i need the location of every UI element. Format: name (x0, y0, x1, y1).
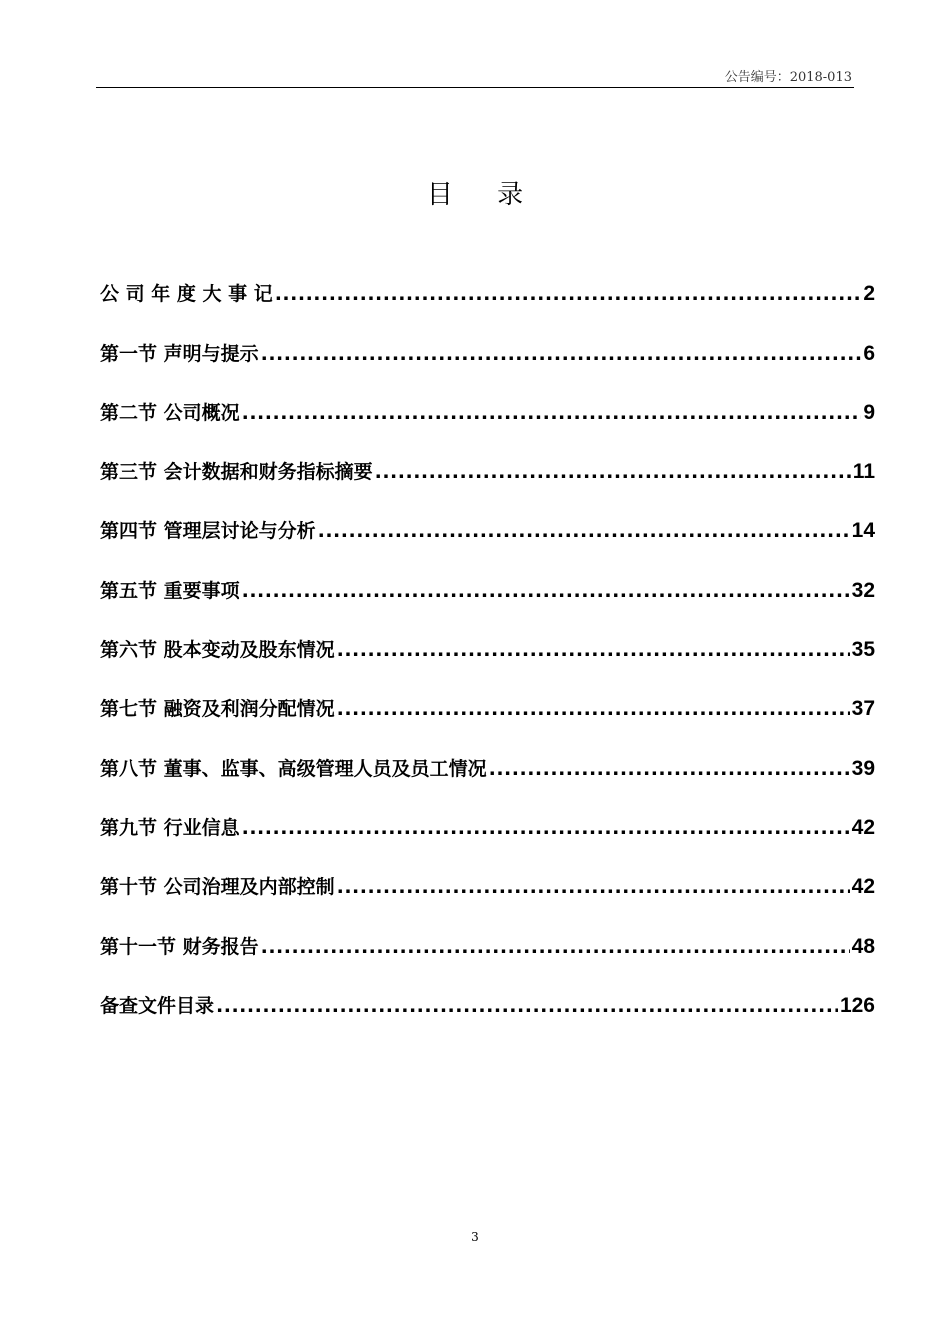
toc-list (100, 272, 875, 1043)
toc-entry-page: 126 (839, 993, 875, 1017)
toc-entry-label: 第三节 会计数据和财务指标摘要 (100, 461, 373, 484)
toc-entry-page: 39 (851, 756, 875, 780)
toc-entry-label: 第十节 公司治理及内部控制 (100, 876, 335, 899)
toc-entry-page: 37 (851, 697, 875, 721)
toc-dot-leader (242, 580, 850, 602)
toc-dot-leader (489, 758, 850, 780)
header-divider (96, 87, 854, 88)
toc-entry-section-1[interactable] (100, 331, 875, 390)
toc-dot-leader (216, 995, 838, 1017)
toc-entry-page: 35 (851, 638, 875, 662)
toc-entry-section-7[interactable] (100, 687, 875, 746)
toc-entry-label: 第八节 董事、监事、高级管理人员及员工情况 (100, 757, 487, 780)
toc-dot-leader (261, 936, 850, 958)
toc-entry-annual-events[interactable] (100, 272, 875, 331)
toc-entry-section-11[interactable] (100, 924, 875, 983)
toc-entry-page: 42 (851, 815, 875, 839)
toc-entry-label: 第四节 管理层讨论与分析 (100, 520, 316, 543)
toc-dot-leader (337, 639, 850, 661)
toc-entry-page: 42 (851, 875, 875, 899)
toc-entry-label: 第六节 股本变动及股东情况 (100, 639, 335, 662)
toc-entry-reference-docs[interactable] (100, 984, 875, 1043)
toc-entry-section-3[interactable] (100, 450, 875, 509)
toc-entry-label: 第七节 融资及利润分配情况 (100, 698, 335, 721)
toc-entry-label: 第十一节 财务报告 (100, 935, 259, 958)
toc-entry-page: 6 (863, 341, 875, 365)
toc-entry-page: 11 (852, 460, 875, 484)
toc-dot-leader (337, 698, 850, 720)
announcement-number: 公告编号：2018-013 (724, 70, 852, 85)
toc-entry-label: 备查文件目录 (100, 994, 215, 1017)
toc-dot-leader (375, 461, 851, 483)
toc-entry-page: 2 (863, 282, 875, 306)
toc-entry-section-2[interactable] (100, 391, 875, 450)
toc-dot-leader (242, 402, 862, 424)
toc-entry-section-5[interactable] (100, 568, 875, 627)
toc-entry-label: 第九节 行业信息 (100, 816, 240, 839)
toc-entry-label: 第二节 公司概况 (100, 401, 240, 424)
toc-entry-label: 第一节 声明与提示 (100, 342, 259, 365)
toc-title: 目 录 (426, 180, 542, 210)
toc-entry-page: 14 (851, 519, 875, 543)
toc-entry-label: 第五节 重要事项 (100, 579, 240, 602)
toc-dot-leader (261, 343, 862, 365)
toc-dot-leader (242, 817, 850, 839)
page-number: 3 (471, 1230, 479, 1244)
toc-dot-leader (275, 283, 862, 305)
toc-entry-page: 48 (851, 934, 875, 958)
toc-entry-section-10[interactable] (100, 865, 875, 924)
toc-entry-section-4[interactable] (100, 509, 875, 568)
toc-entry-section-8[interactable] (100, 746, 875, 805)
toc-entry-section-6[interactable] (100, 628, 875, 687)
toc-entry-page: 9 (863, 400, 875, 424)
toc-entry-page: 32 (851, 578, 875, 602)
toc-dot-leader (337, 876, 850, 898)
toc-entry-label: 公 司 年 度 大 事 记 (100, 283, 273, 306)
toc-entry-section-9[interactable] (100, 806, 875, 865)
toc-dot-leader (318, 520, 850, 542)
